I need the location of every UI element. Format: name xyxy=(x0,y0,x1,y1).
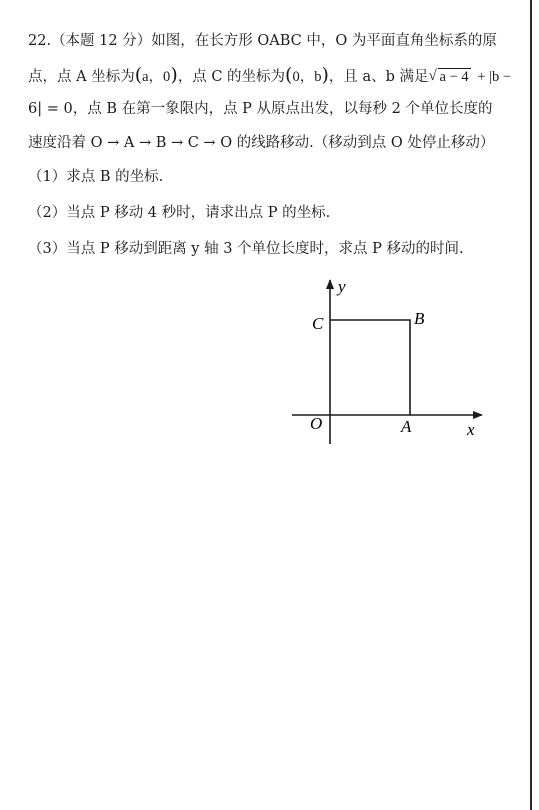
sqrt-expression xyxy=(429,60,471,94)
label-y: y xyxy=(338,277,346,296)
coord-c: 0，b xyxy=(292,69,322,85)
text-segment: 点，点 A 坐标为 xyxy=(28,69,135,85)
problem-number: 22. xyxy=(28,33,52,49)
question-1: （1）求点 B 的坐标. xyxy=(28,169,164,185)
figure-svg xyxy=(288,276,488,446)
label-x: x xyxy=(467,420,475,439)
paren-open: ( xyxy=(134,64,143,86)
label-a: A xyxy=(401,417,412,436)
problem-line-3: 6| = 0，点 B 在第一象限内，点 P 从原点出发，以每秒 2 个单位长度的 xyxy=(28,101,493,117)
coord-a: a，0 xyxy=(142,69,171,85)
coordinate-figure xyxy=(288,276,488,446)
paren-close: ) xyxy=(170,64,178,86)
text-segment: ，且 a、b 满足 xyxy=(328,69,429,85)
label-o: O xyxy=(310,414,323,433)
problem-22 xyxy=(28,24,523,268)
page-edge-line xyxy=(530,0,532,810)
paren-close: ) xyxy=(321,64,329,86)
problem-line-2 xyxy=(28,58,523,92)
question-2: （2）当点 P 移动 4 秒时，请求出点 P 的坐标. xyxy=(28,205,331,221)
text-segment: ，点 C 的坐标为 xyxy=(177,69,286,85)
problem-line-4: 速度沿着 O → A → B → C → O 的线路移动.（移动到点 O 处停止移动） xyxy=(28,135,495,151)
problem-intro-text: 如图，在长方形 OABC 中，O 为平面直角坐标系的原 xyxy=(151,33,497,49)
label-b: B xyxy=(414,309,425,328)
label-c: C xyxy=(312,314,324,333)
paren-open: ( xyxy=(285,64,293,86)
abs-expression-start: + |b − xyxy=(473,69,512,85)
problem-line-1 xyxy=(28,24,523,58)
problem-score: （本题 12 分） xyxy=(51,33,152,49)
sqrt-radicand: a − 4 xyxy=(439,69,469,85)
rectangle-oabc xyxy=(330,320,410,415)
question-3: （3）当点 P 移动到距离 y 轴 3 个单位长度时，求点 P 移动的时间. xyxy=(28,241,464,257)
